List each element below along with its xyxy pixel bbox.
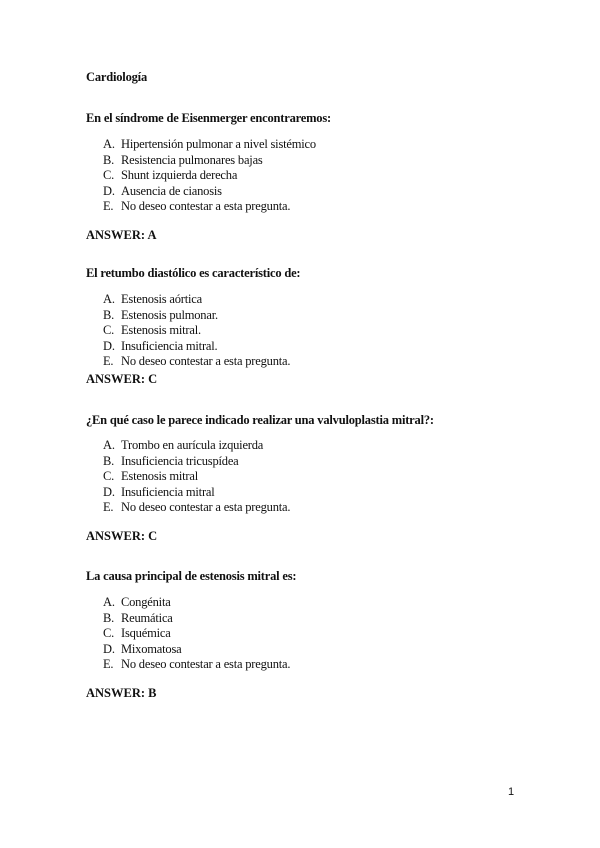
option-item [103, 153, 316, 169]
option-text: No deseo contestar a esta pregunta. [121, 199, 291, 214]
option-letter: C. [103, 626, 115, 641]
option-text: Ausencia de cianosis [121, 183, 222, 198]
option-letter: A. [103, 137, 115, 151]
question-3-answer: ANSWER: C [86, 529, 158, 543]
option-item [103, 626, 290, 642]
option-text: Mixomatosa [121, 641, 182, 656]
option-letter: C. [103, 469, 115, 484]
option-text: No deseo contestar a esta pregunta. [121, 500, 291, 515]
option-text: Shunt izquierda derecha [121, 168, 238, 183]
option-item [103, 595, 290, 611]
option-text: Estenosis mitral [121, 469, 199, 484]
option-letter: B. [103, 152, 115, 167]
question-4-text: La causa principal de estenosis mitral es: [86, 569, 297, 583]
question-3-options [103, 438, 290, 516]
option-item [103, 137, 316, 153]
option-letter: B. [103, 610, 115, 625]
option-item [103, 642, 290, 658]
option-item [103, 323, 290, 339]
option-letter: D. [103, 183, 115, 198]
option-letter: E. [103, 199, 114, 214]
option-text: No deseo contestar a esta pregunta. [121, 657, 291, 672]
question-1-text: En el síndrome de Eisenmerger encontraremos: [86, 111, 331, 125]
option-item [103, 500, 290, 516]
question-4-options [103, 595, 290, 673]
option-item [103, 485, 290, 501]
option-text: Resistencia pulmonares bajas [121, 152, 263, 167]
option-item [103, 184, 316, 200]
question-2-answer: ANSWER: C [86, 372, 158, 386]
option-item [103, 339, 290, 355]
option-item [103, 657, 290, 673]
option-text: Insuficiencia tricuspídea [121, 453, 239, 468]
option-letter: E. [103, 657, 114, 672]
option-item [103, 354, 290, 370]
option-text: Insuficiencia mitral [121, 484, 215, 499]
option-letter: B. [103, 453, 115, 468]
option-item [103, 199, 316, 215]
option-item [103, 292, 290, 308]
option-letter: C. [103, 168, 115, 183]
option-text: Estenosis aórtica [121, 292, 202, 306]
option-letter: E. [103, 500, 114, 515]
option-letter: D. [103, 338, 115, 353]
option-item [103, 469, 290, 485]
option-item [103, 308, 290, 324]
option-item [103, 438, 290, 454]
option-letter: A. [103, 595, 115, 609]
option-text: Isquémica [121, 626, 171, 641]
option-text: Hipertensión pulmonar a nivel sistémico [121, 137, 316, 151]
option-letter: E. [103, 354, 114, 369]
option-letter: D. [103, 641, 115, 656]
page-number: 1 [508, 786, 515, 798]
option-letter: A. [103, 438, 115, 452]
option-letter: A. [103, 292, 115, 306]
option-item [103, 454, 290, 470]
option-text: No deseo contestar a esta pregunta. [121, 354, 291, 369]
option-text: Congénita [121, 595, 171, 609]
option-text: Estenosis mitral. [121, 323, 201, 338]
option-text: Trombo en aurícula izquierda [121, 438, 264, 452]
option-text: Reumática [121, 610, 173, 625]
question-3-text: ¿En qué caso le parece indicado realizar una valvuloplastia mitral?: [86, 413, 434, 427]
question-2-text: El retumbo diastólico es característico de: [86, 266, 301, 280]
question-1-answer: ANSWER: A [86, 228, 157, 242]
option-item [103, 611, 290, 627]
subject-heading: Cardiología [86, 70, 147, 84]
option-letter: B. [103, 307, 115, 322]
question-2-options [103, 292, 290, 370]
question-1-options [103, 137, 316, 215]
option-letter: D. [103, 484, 115, 499]
question-4-answer: ANSWER: B [86, 686, 157, 700]
option-item [103, 168, 316, 184]
option-letter: C. [103, 323, 115, 338]
option-text: Insuficiencia mitral. [121, 338, 218, 353]
option-text: Estenosis pulmonar. [121, 307, 218, 322]
